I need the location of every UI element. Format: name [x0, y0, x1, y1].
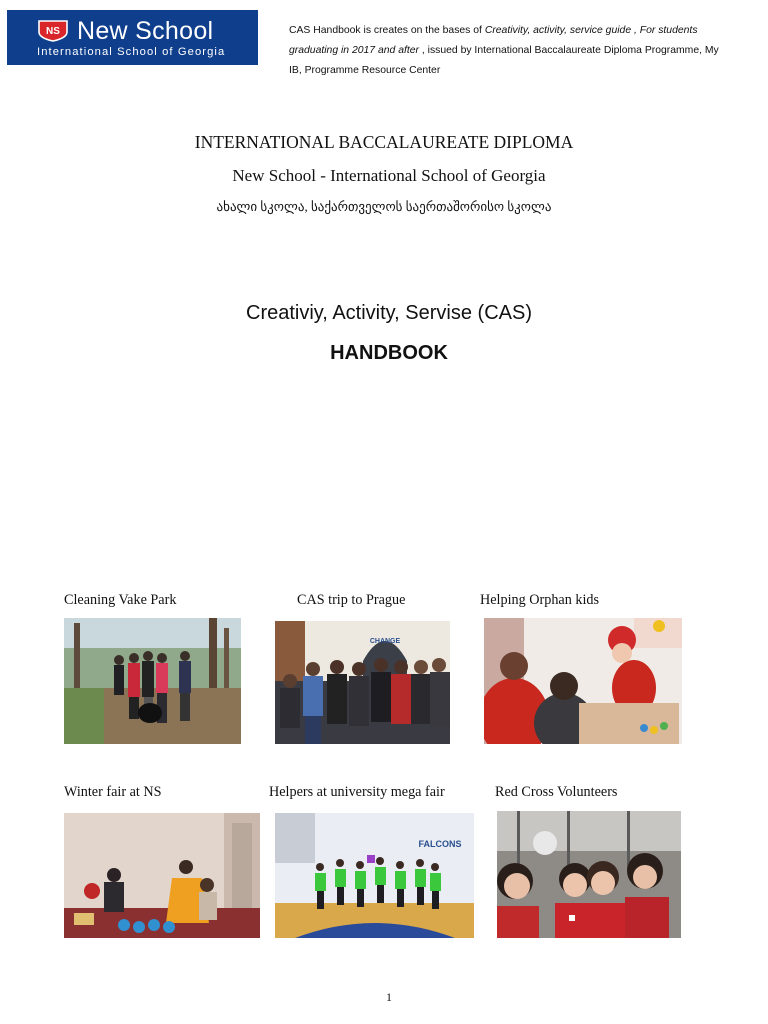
caption-red-cross: Red Cross Volunteers [495, 784, 618, 800]
falcons-banner-text: FALCONS [418, 839, 462, 849]
caption-cleaning-park: Cleaning Vake Park [64, 592, 177, 608]
handbook-subtitle: HANDBOOK [330, 342, 448, 364]
photo-cleaning-park [64, 618, 241, 744]
handbook-title: Creativiy, Activity, Servise (CAS) [246, 302, 532, 324]
photo-winter-fair [64, 813, 260, 938]
school-logo [7, 10, 258, 65]
photo-red-cross [497, 811, 681, 938]
caption-winter-fair: Winter fair at NS [64, 784, 162, 800]
logo-subtitle: International School of Georgia [37, 46, 226, 58]
school-heading-georgian: ახალი სკოლა, საქართველოს საერთაშორისო სკოლა [216, 199, 552, 214]
logo-title: New School [77, 17, 214, 45]
shield-icon [37, 20, 69, 42]
photo-prague-trip [275, 621, 450, 744]
program-heading: INTERNATIONAL BACCALAUREATE DIPLOMA [194, 132, 574, 152]
photo-orphan-kids [484, 618, 682, 744]
badge-text: NS [46, 26, 60, 37]
note-italic: Creativity, activity, service guide , For students graduating in 2017 and after [289, 25, 698, 56]
page-number: 1 [386, 990, 392, 1004]
note-text-1: CAS Handbook is creates on the bases of [289, 25, 485, 36]
caption-orphan-kids: Helping Orphan kids [480, 592, 600, 608]
school-heading: New School - International School of Georgia [232, 166, 546, 185]
caption-prague-trip: CAS trip to Prague [297, 592, 406, 608]
note-text-2: , issued by International Baccalaureate Diploma Programme, My IB, Programme Resource Center [289, 45, 719, 76]
photo-mega-fair [275, 813, 474, 938]
prague-sign-text: CHANGE [369, 638, 401, 645]
source-note [289, 21, 729, 81]
caption-mega-fair: Helpers at university mega fair [269, 784, 445, 800]
